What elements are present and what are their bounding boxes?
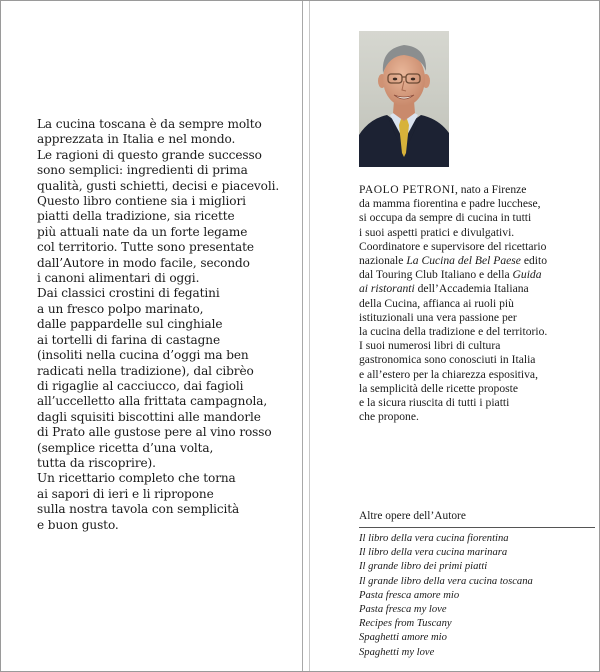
description-line: ai sapori di ieri e li ripropone	[37, 486, 214, 501]
description-line: dall’Autore in modo facile, secondo	[37, 255, 250, 270]
bio-line: che propone.	[359, 410, 419, 424]
work-title: Il libro della vera cucina fiorentina	[359, 533, 509, 544]
bio-line: gastronomica sono conosciuti in Italia	[359, 353, 536, 367]
author-name: PAOLO PETRONI	[359, 183, 455, 196]
work-title: Il grande libro della vera cucina toscana	[359, 575, 533, 587]
bio-line: si occupa da sempre di cucina in tutti	[359, 211, 532, 225]
description-line: tutta da riscoprire).	[37, 455, 156, 470]
description-line: ai tortelli di farina di castagne	[37, 332, 221, 347]
description-line: di rigaglie al cacciucco, dai fagioli	[37, 378, 244, 393]
fold-line-secondary	[309, 1, 310, 671]
book-title-reference: ai ristoranti	[359, 282, 415, 296]
description-line: sulla nostra tavola con semplicità	[37, 502, 240, 517]
description-line: qualità, gusti schietti, decisi e piacevoli.	[37, 178, 280, 193]
author-biography	[359, 183, 595, 424]
bio-line: e all’estero per la chiarezza espositiva,	[359, 367, 538, 381]
bio-line: da mamma fiorentina e padre lucchese,	[359, 197, 541, 211]
description-line: di Prato alle gustose pere al vino rosso	[37, 425, 272, 440]
work-title: Pasta fresca amore mio	[359, 589, 460, 601]
description-line: e buon gusto.	[37, 517, 119, 532]
description-line: Un ricettario completo che torna	[37, 471, 236, 486]
description-line: (semplice ricetta d’una volta,	[37, 440, 214, 455]
description-line: dalle pappardelle sul cinghiale	[37, 317, 223, 332]
description-line: a un fresco polpo marinato,	[37, 301, 204, 316]
work-title: Recipes from Tuscany	[359, 618, 452, 630]
description-line: Questo libro contiene sia i migliori	[37, 194, 246, 209]
bio-line: della Cucina, affianca ai ruoli più	[359, 296, 514, 310]
description-line: Dai classici crostini di fegatini	[37, 286, 220, 301]
bio-line: e la sicura riuscita di tutti i piatti	[359, 396, 510, 410]
bio-line: la cucina della tradizione e del territorio.	[359, 325, 548, 339]
book-title-reference: Guida	[512, 268, 542, 282]
bio-line: I suoi numerosi libri di cultura	[359, 339, 501, 353]
other-works-heading: Altre opere dell’Autore	[359, 510, 595, 528]
description-line: i canoni alimentari di oggi.	[37, 271, 200, 286]
description-line: col territorio. Tutte sono presentate	[37, 240, 254, 255]
description-line: all’uccelletto alla frittata campagnola,	[37, 394, 268, 409]
work-title: Spaghetti my love	[359, 646, 435, 658]
work-title: Il grande libro dei primi piatti	[359, 561, 488, 573]
bio-line: istituzionali una vera passione per	[359, 310, 517, 324]
description-line: Le ragioni di questo grande successo	[37, 147, 262, 162]
bio-line: Coordinatore e supervisore del ricettario	[359, 239, 547, 253]
description-line: piatti della tradizione, sia ricette	[37, 209, 235, 224]
description-line: più attuali nate da un forte legame	[37, 224, 248, 239]
description-line: radicati nella tradizione), dal cibrèo	[37, 363, 254, 378]
work-title: Il libro della vera cucina marinara	[359, 547, 508, 559]
bio-line: nazionale La Cucina del Bel Paese edito	[359, 254, 548, 268]
book-description	[37, 117, 299, 533]
bio-line: dal Touring Club Italiano e della Guida	[359, 268, 542, 282]
description-line: (insoliti nella cucina d’oggi ma ben	[37, 348, 249, 363]
description-line: sono semplici: ingredienti di prima	[37, 163, 248, 178]
bio-line: ai ristoranti dell’Accademia Italiana	[359, 282, 529, 296]
other-works-list	[359, 532, 595, 660]
description-line: dagli squisiti biscottini alle mandorle	[37, 409, 261, 424]
bio-line: la semplicità delle ricette proposte	[359, 381, 519, 395]
fold-line	[302, 1, 303, 671]
work-title: Spaghetti amore mio	[359, 632, 447, 644]
author-portrait-image	[359, 31, 449, 167]
description-line: La cucina toscana è da sempre molto	[37, 117, 262, 131]
author-photo	[359, 31, 449, 167]
work-title: Pasta fresca my love	[359, 604, 447, 616]
description-line: apprezzata in Italia e nel mondo.	[37, 132, 236, 147]
book-title-reference: La Cucina del Bel Paese	[406, 254, 521, 268]
bio-line: i suoi aspetti pratici e divulgativi.	[359, 225, 515, 239]
bio-line: PAOLO PETRONI, nato a Firenze	[359, 183, 527, 196]
